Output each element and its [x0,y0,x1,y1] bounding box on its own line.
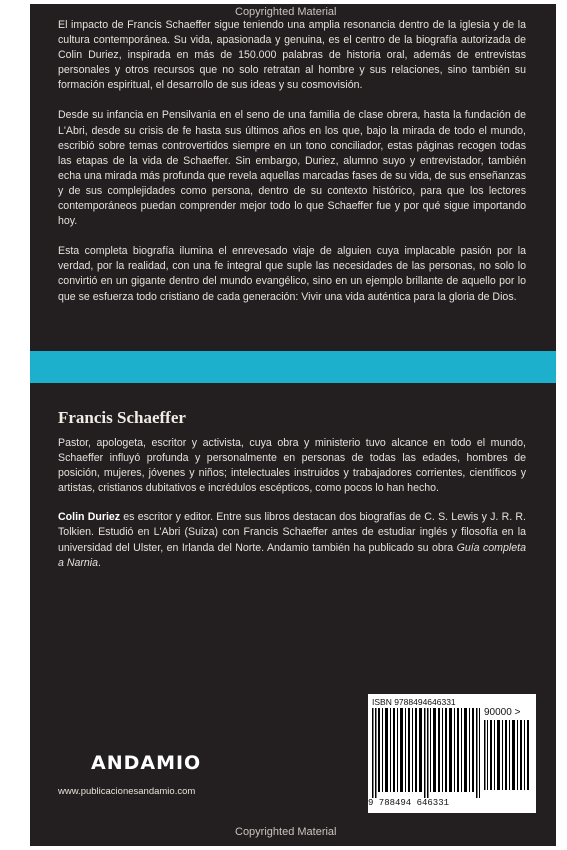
isbn-label: ISBN 9788494646331 [372,697,456,707]
blurb-paragraph-3: Esta completa biografía ilumina el enrevesado viaje de alguien cuya implacable pasión por la verdad, por la realidad, con una fe integral que suple las necesidades de las personas, no solo lo convirtió en un gigante dentro del mundo evangélico, sino en un ejemplo brillante de aquello por lo que se esfuerza todo cristiano de cada generación: Vivir una vida auténtica para la gloria de Dios. [58,245,526,303]
publisher-logo: ANDAMIO [91,752,202,774]
accent-band [30,351,556,383]
duriez-bio-end: . [98,556,101,569]
blurb-paragraph-2: Desde su infancia en Pensilvania en el seno de una familia de clase obrera, hasta la fundación de L'Abri, desde su crisis de fe hasta sus últimos años en los que, bajo la mirada de todo el mundo, escribió sobre temas controvertidos siempre en un tono conciliador, estas páginas recogen todas las etapas de la vida de Schaeffer. Sin embargo, Duriez, alumno suyo y entrevistador, también echa una mirada más profunda que revela aquellas marcadas fases de su vida, de sus enseñanzas y de sus complejidades como persona, dentro de su contexto histórico, para que los lectores contemporáneos puedan comprender mejor todo lo que Schaeffer fue y por qué sigue importando hoy. [58,109,526,228]
blurb-paragraph-1: El impacto de Francis Schaeffer sigue teniendo una amplia resonancia dentro de la iglesia y de la cultura contemporánea. Su vida, apasionada y genuina, es el centro de la biografía autorizada de Colin Duriez, inspirada en más de 150.000 palabras de historia oral, además de entrevistas personales y otros recursos que no solo retratan al hombre y sus relaciones, sino también su formación espiritual, el desarrollo de sus ideas y su cosmovisión. [58,19,526,92]
duriez-name: Colin Duriez [58,511,121,524]
duriez-bio [58,510,526,570]
barcode-digits: 9 788494 646331 [368,798,450,808]
book-back-cover [30,4,556,846]
price-code: 90000 > [484,707,521,718]
publisher-url: www.publicacionesandamio.com [58,786,196,797]
author-heading: Francis Schaeffer [58,408,186,427]
narnia-title: Guía completa a Narnia [58,541,526,569]
price-barcode-bars [484,720,532,790]
watermark-top: Copyrighted Material [235,6,337,18]
back-cover-blurb [58,18,526,320]
watermark-bottom: Copyrighted Material [235,826,337,838]
bio-section [58,436,526,585]
barcode [368,694,536,813]
schaeffer-bio: Pastor, apologeta, escritor y activista, cuya obra y ministerio tuvo alcance en todo el mundo, Schaeffer influyó profunda y personalmente en personas de todas las edades, hombres de posición, mujeres, jóvenes y niños; intelectuales instruidos y trabajadores corrientes, científicos y artistas, cristianos dubitativos e incrédulos escépticos, como pocos lo han hecho. [58,437,526,495]
duriez-bio-text: es escritor y editor. Entre sus libros destacan dos biografías de C. S. Lewis y J. R. R. Tolkien. Estudió en L'Abri (Suiza) con Francis Schaeffer antes de estudiar inglés y filosofía en la universidad del Ulster, en Irlanda del Norte. Andamio también ha publicado su obra [58,511,526,554]
barcode-bars [372,708,480,798]
